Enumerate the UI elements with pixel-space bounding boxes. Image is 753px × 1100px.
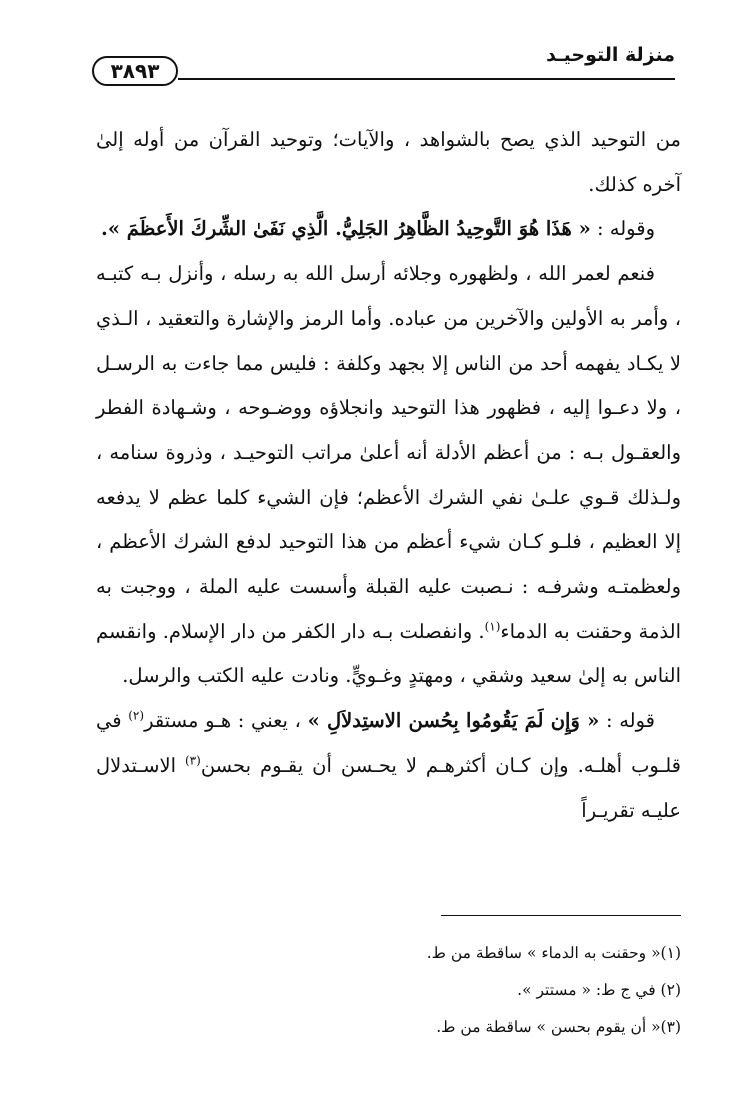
- paragraph-text: الاسـتدلال عليـه تقريـراً: [96, 753, 681, 822]
- paragraph-text: ، يعني : هـو مستقر: [144, 709, 308, 733]
- footnote-ref-2: (٢): [128, 708, 145, 723]
- page-header: [88, 42, 675, 82]
- paragraph-3: [96, 252, 681, 699]
- quoted-matn: « وَإِن لَمَ يَقُومُوا بِحُسن الاستِدلاَلِ »: [307, 709, 600, 733]
- footnotes: [96, 935, 681, 1046]
- running-title: منزلة التوحيـد: [546, 44, 675, 66]
- quoted-matn: « هَذَا هُوَ التَّوحِيدُ الظَّاهِرُ الجَلِيُّ. الَّذِي نَفَىٰ الشِّركَ الأَعظَمَ ».: [101, 217, 591, 241]
- footnote-2: (٢) في ج ط: « مستتر ».: [517, 981, 681, 999]
- paragraph-1: [96, 118, 681, 207]
- footnote-3: (٣)« أن يقوم بحسن » ساقطة من ط.: [436, 1018, 681, 1036]
- paragraph-lead: وقوله :: [590, 217, 655, 241]
- footnote-ref-1: (١): [484, 619, 501, 634]
- footnote-1: (١)« وحقنت به الدماء » ساقطة من ط.: [426, 944, 681, 962]
- header-rule: [178, 78, 675, 80]
- paragraph-4: [96, 699, 681, 833]
- paragraph-text: فنعم لعمر الله ، ولظهوره وجلائه أرسل الله به رسله ، وأنزل بـه كتبـه ، وأمر به الأولين والآخرين من عباده. وأما الرمز والإشارة والتعقيد ، الـذي لا يكـاد يفهمه أحد من الناس إلا بجهد وكلفة : فليس مما جاءت به الرسـل ، ولا دعـوا إليه ، فظهور هذا التوحيد وانجلاؤه ووضـوحه ، وشـهادة الفطر والعقـول بـه : من أعظم الأدلة أنه أعلىٰ مراتب التوحيـد ، وذروة سنامه ، ولـذلك قـوي علـىٰ نفي الشرك الأعظم؛ فإن الشيء كلما عظم لا يدفعه إلا العظيم ، فلـو كـان شيء أعظم من هذا التوحيد لدفع الشرك الأعظم ، ولعظمتـه وشرفـه : نـصبت عليه القبلة وأسست عليه الملة ، ووجبت به الذمة وحقنت به الدماء: [96, 262, 681, 643]
- main-text: [96, 118, 681, 833]
- footnote-separator: [441, 915, 681, 916]
- page-number: ٣٨٩٣: [92, 56, 178, 86]
- paragraph-text: في قلـوب أهلـه. وإن كـان أكثرهـم لا يحـسن أن يقـوم بحسن: [96, 709, 681, 777]
- paragraph-lead: قوله :: [599, 709, 655, 733]
- paragraph-text: . وانفصلت بـه دار الكفر من دار الإسلام. وانقسم الناس به إلىٰ سعيد وشقي ، ومهتدٍ وغـويٍّ. ونادت عليه الكتب والرسل.: [96, 619, 681, 688]
- paragraph-2: [96, 207, 681, 252]
- footnote-ref-3: (٣): [184, 753, 201, 768]
- paragraph-text: من التوحيد الذي يصح بالشواهد ، والآيات؛ وتوحيد القرآن من أوله إلىٰ آخره كذلك.: [96, 128, 681, 196]
